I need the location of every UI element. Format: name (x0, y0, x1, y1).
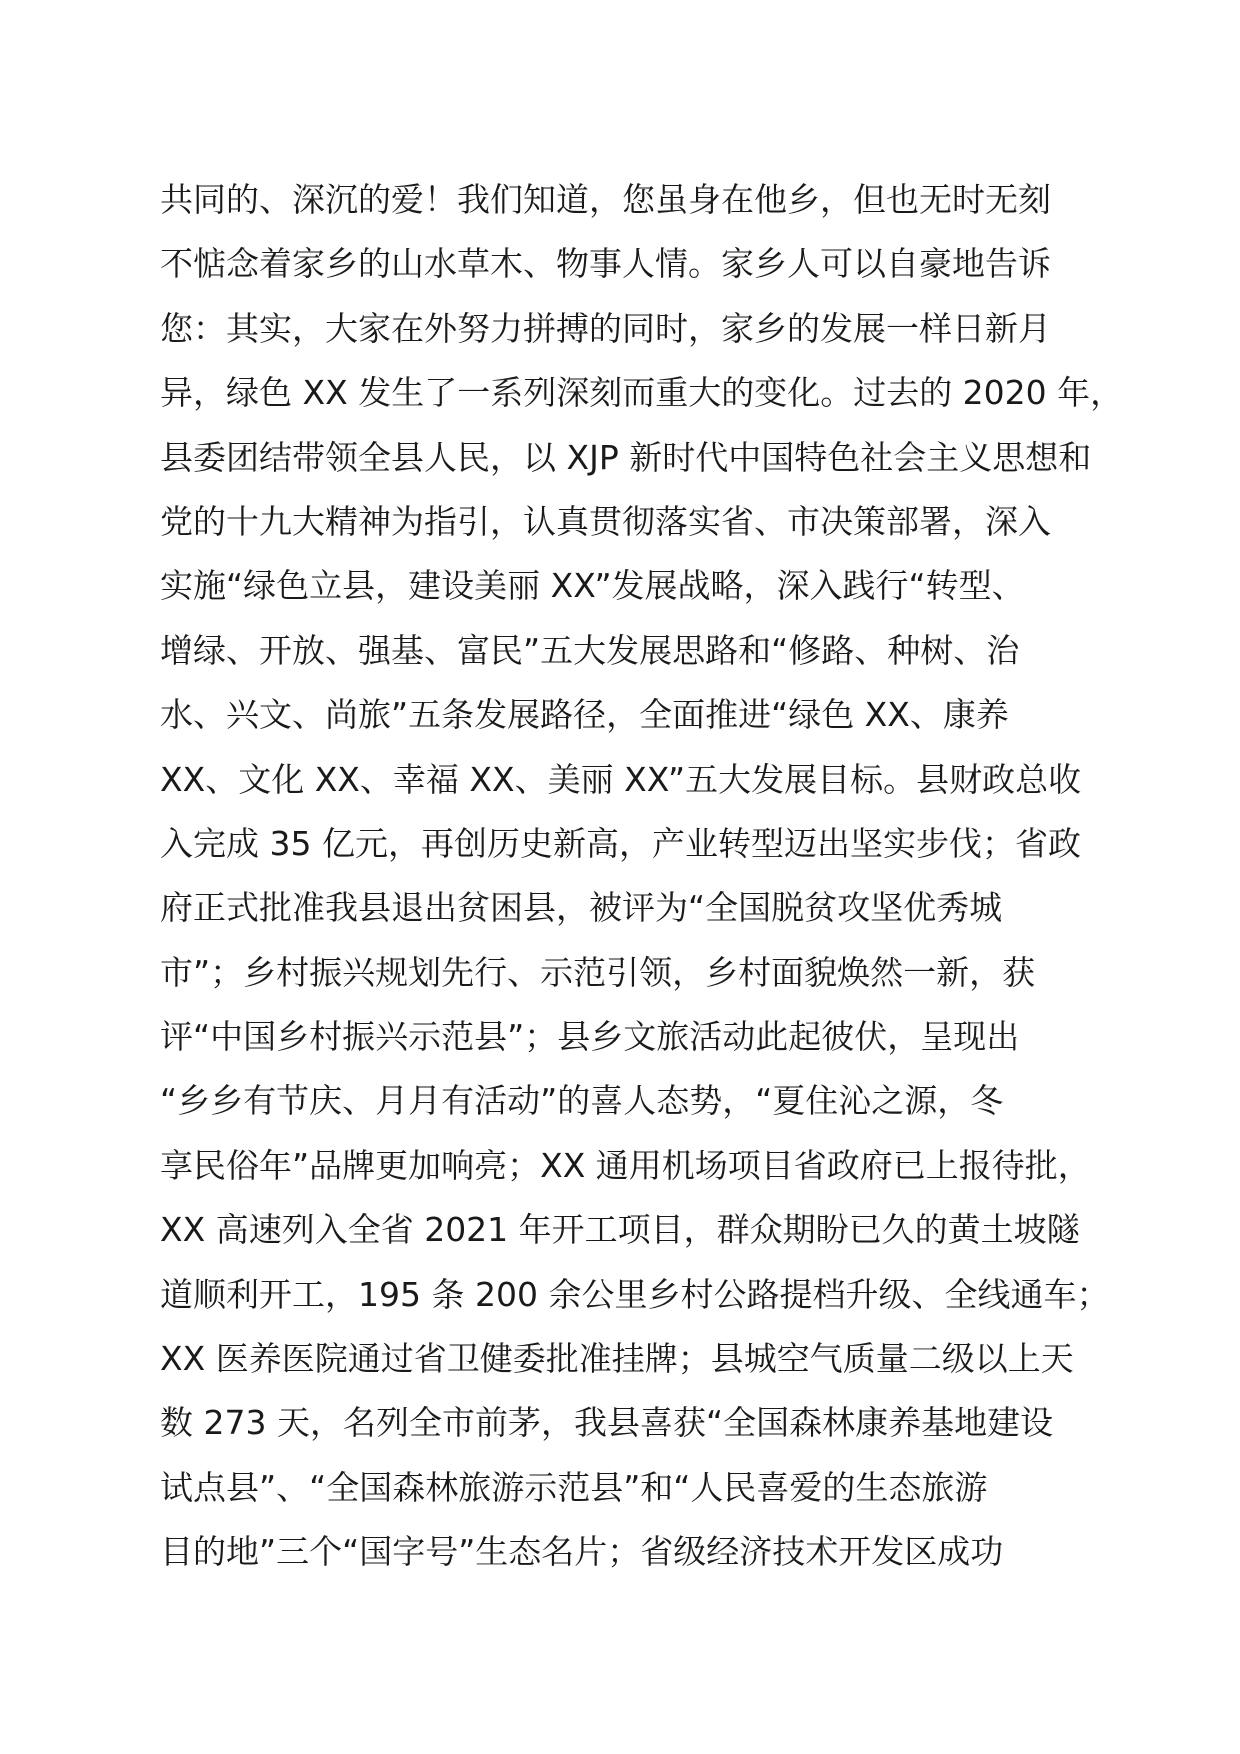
text-line: 市”；乡村振兴规划先行、示范引领，乡村面貌焕然一新，获 (160, 952, 1036, 992)
text-line: 水、兴文、尚旅”五条发展路径，全面推进“绿色 XX、康养 (160, 695, 1009, 735)
text-line: 目的地”三个“国字号”生态名片；省级经济技术开发区成功 (160, 1532, 1004, 1572)
text-line: 道顺利开工，195 条 200 余公里乡村公路提档升级、全线通车； (160, 1274, 1110, 1314)
text-line: “乡乡有节庆、月月有活动”的喜人态势，“夏住沁之源，冬 (160, 1081, 1004, 1121)
text-line: XX、文化 XX、幸福 XX、美丽 XX”五大发展目标。县财政总收 (160, 759, 1082, 799)
text-line: XX 医养医院通过省卫健委批准挂牌；县城空气质量二级以上天 (160, 1339, 1074, 1379)
text-line: 县委团结带领全县人民，以 XJP 新时代中国特色社会主义思想和 (160, 437, 1092, 477)
text-line: 享民俗年”品牌更加响亮；XX 通用机场项目省政府已上报待批， (160, 1145, 1091, 1185)
text-line: 评“中国乡村振兴示范县”；县乡文旅活动此起彼伏，呈现出 (160, 1017, 1020, 1057)
text-line: 入完成 35 亿元，再创历史新高，产业转型迈出坚实步伐；省政 (160, 823, 1081, 863)
text-line: 您：其实，大家在外努力拼搏的同时，家乡的发展一样日新月 (160, 308, 1051, 348)
body-text (160, 168, 1124, 1585)
text-line: XX 高速列入全省 2021 年开工项目，群众期盼已久的黄土坡隧 (160, 1210, 1080, 1250)
text-line: 不惦念着家乡的山水草木、物事人情。家乡人可以自豪地告诉 (160, 244, 1051, 284)
text-line: 党的十九大精神为指引，认真贯彻落实省、市决策部署，深入 (160, 501, 1051, 541)
text-line: 增绿、开放、强基、富民”五大发展思路和“修路、种树、治 (160, 630, 1020, 670)
text-line: 数 273 天，名列全市前茅，我县喜获“全国森林康养基地建设 (160, 1403, 1054, 1443)
text-line: 异，绿色 XX 发生了一系列深刻而重大的变化。过去的 2020 年， (160, 373, 1124, 413)
text-line: 府正式批准我县退出贫困县，被评为“全国脱贫攻坚优秀城 (160, 888, 1003, 928)
text-line: 实施“绿色立县，建设美丽 XX”发展战略，深入践行“转型、 (160, 566, 1025, 606)
text-line: 共同的、深沉的爱！我们知道，您虽身在他乡，但也无时无刻 (160, 180, 1051, 219)
text-line: 试点县”、“全国森林旅游示范县”和“人民喜爱的生态旅游 (160, 1467, 988, 1507)
